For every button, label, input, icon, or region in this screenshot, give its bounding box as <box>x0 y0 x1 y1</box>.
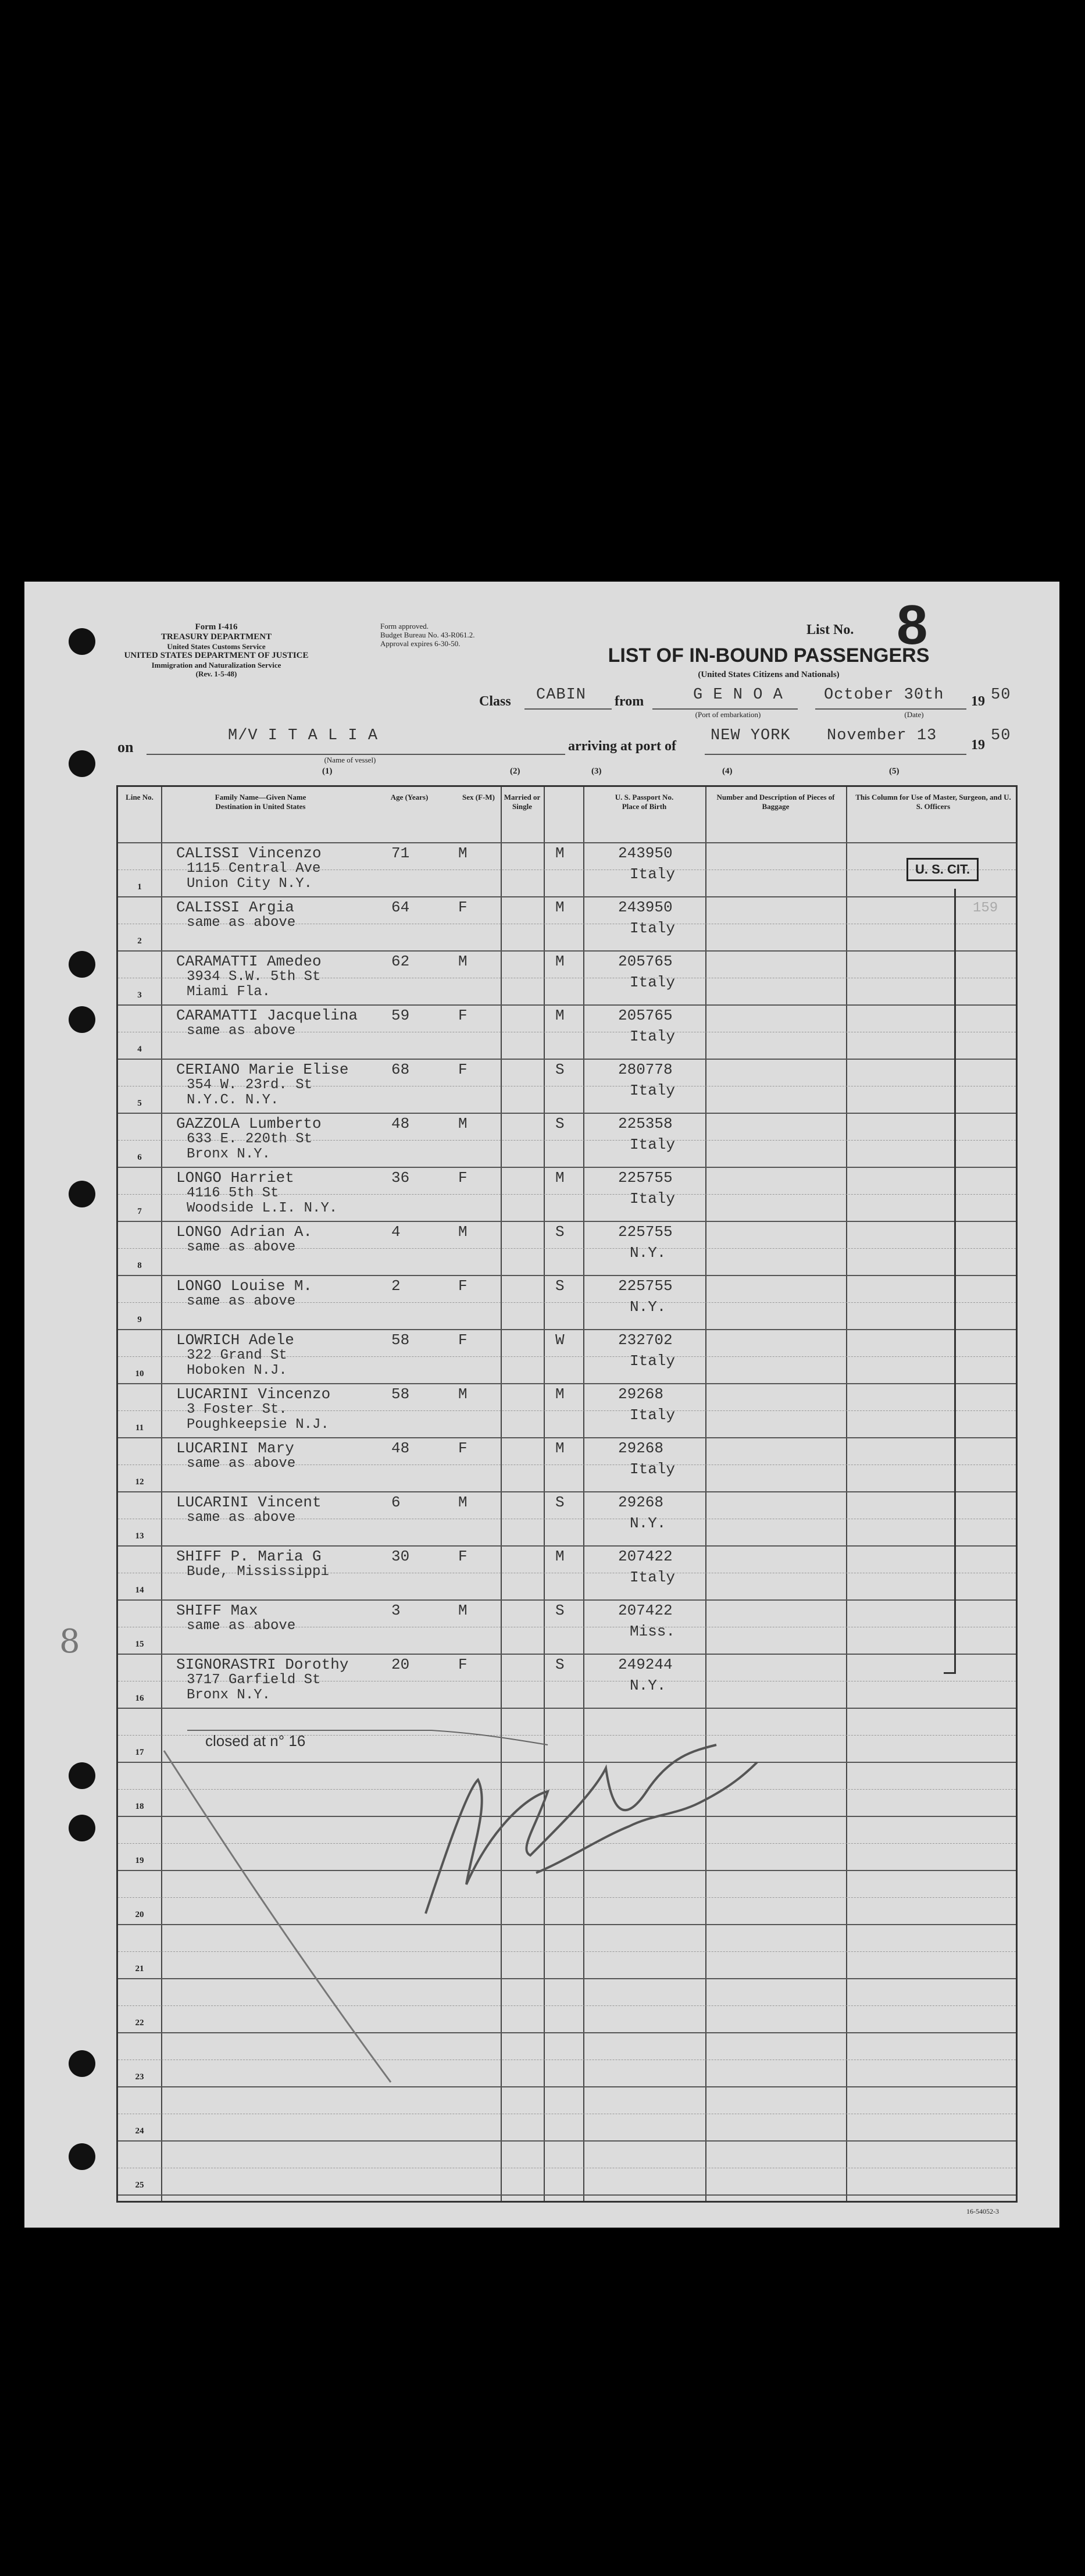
passenger-marital-status: S <box>555 1656 565 1673</box>
place-of-birth: N.Y. <box>630 1298 666 1316</box>
place-of-birth: Italy <box>630 974 676 991</box>
officer-bracket-foot <box>944 1672 955 1674</box>
arrival-port: NEW YORK <box>711 727 791 744</box>
line-number: 5 <box>137 1099 142 1108</box>
passenger-destination: 633 E. 220th St <box>187 1131 313 1147</box>
passenger-sex: M <box>458 1385 467 1403</box>
row-rule <box>118 1329 1016 1330</box>
passport-number: 243950 <box>618 899 673 916</box>
passport-number: 205765 <box>618 1007 673 1024</box>
embarkation-year: 50 <box>991 686 1011 704</box>
passport-number: 225755 <box>618 1169 673 1187</box>
passenger-destination: same as above <box>187 1023 296 1039</box>
line-number: 14 <box>135 1585 144 1595</box>
passenger-destination: Poughkeepsie N.J. <box>187 1417 329 1433</box>
line-number: 13 <box>135 1531 144 1541</box>
passenger-age: 4 <box>391 1223 401 1241</box>
col-divider <box>583 787 584 2201</box>
col-num-5: (5) <box>889 767 900 776</box>
line-number: 3 <box>137 991 142 1000</box>
passenger-name: CERIANO Marie Elise <box>176 1061 349 1078</box>
vessel-caption: (Name of vessel) <box>324 756 376 764</box>
row-rule <box>118 1059 1016 1060</box>
officer-bracket-line <box>954 889 956 1674</box>
passenger-sex: F <box>458 899 467 916</box>
us-citizen-stamp: U. S. CIT. <box>906 858 979 881</box>
passport-number: 225755 <box>618 1223 673 1241</box>
passenger-age: 62 <box>391 953 410 970</box>
line-number: 1 <box>137 882 142 892</box>
line-number: 9 <box>137 1315 142 1324</box>
passenger-name: CALISSI Vincenzo <box>176 845 322 862</box>
passenger-destination: 3934 S.W. 5th St <box>187 969 321 985</box>
passenger-marital-status: M <box>555 1440 565 1457</box>
passenger-age: 58 <box>391 1331 410 1349</box>
passenger-sex: F <box>458 1331 467 1349</box>
binder-hole <box>69 951 95 978</box>
passenger-destination: same as above <box>187 915 296 931</box>
line-number: 7 <box>137 1207 142 1216</box>
passenger-marital-status: M <box>555 845 565 862</box>
passenger-name: LUCARINI Mary <box>176 1440 294 1457</box>
margin-mark: 8 <box>59 1623 80 1661</box>
header-baggage: Number and Description of Pieces of Baggage <box>716 793 835 811</box>
row-rule <box>118 1113 1016 1114</box>
passenger-age: 36 <box>391 1169 410 1187</box>
arrival-date: November 13 <box>827 727 937 744</box>
passenger-name: LONGO Adrian A. <box>176 1223 313 1241</box>
passenger-sex: F <box>458 1656 467 1673</box>
passenger-name: GAZZOLA Lumberto <box>176 1115 322 1132</box>
agency-header <box>112 622 321 679</box>
header-line-no: Line No. <box>126 793 154 801</box>
passport-number: 249244 <box>618 1656 673 1673</box>
row-rule <box>118 1816 1016 1817</box>
from-label: from <box>615 694 644 709</box>
embarkation-port: G E N O A <box>693 686 783 704</box>
arrival-underline <box>705 754 966 755</box>
line-number: 18 <box>135 1802 144 1811</box>
header-passport: U. S. Passport No. Place of Birth <box>615 793 674 811</box>
passenger-marital-status: W <box>555 1331 565 1349</box>
row-rule <box>118 2140 1016 2142</box>
passport-number: 225755 <box>618 1277 673 1295</box>
col-num-1: (1) <box>322 767 333 776</box>
line-number: 23 <box>135 2072 144 2082</box>
budget-bureau: Budget Bureau No. 43-R061.2. <box>380 630 475 639</box>
passenger-age: 48 <box>391 1440 410 1457</box>
header-name: Family Name—Given Name Destination in United States <box>215 793 306 811</box>
passenger-name: LONGO Louise M. <box>176 1277 313 1295</box>
passenger-sex: M <box>458 1223 467 1241</box>
line-number: 15 <box>135 1640 144 1649</box>
col-divider <box>161 787 162 2201</box>
binder-hole <box>69 1006 95 1033</box>
passenger-destination: 3717 Garfield St <box>187 1672 321 1688</box>
place-of-birth: Miss. <box>630 1623 676 1640</box>
passenger-destination: 4116 5th St <box>187 1185 279 1201</box>
row-rule <box>118 1870 1016 1871</box>
col-divider <box>501 787 502 2201</box>
passenger-marital-status: M <box>555 899 565 916</box>
on-label: on <box>117 739 134 756</box>
passenger-sex: M <box>458 1602 467 1619</box>
passenger-destination: Miami Fla. <box>187 984 271 1000</box>
passenger-destination: 322 Grand St <box>187 1348 287 1363</box>
header-rule <box>118 842 1016 843</box>
passenger-age: 68 <box>391 1061 410 1078</box>
passenger-marital-status: M <box>555 1007 565 1024</box>
passenger-name: SHIFF P. Maria G <box>176 1548 322 1565</box>
passenger-destination: Bronx N.Y. <box>187 1687 271 1703</box>
year-prefix-2: 19 <box>971 737 985 753</box>
row-rule <box>118 1004 1016 1006</box>
embarkation-date: October 30th <box>824 686 944 704</box>
row-rule <box>118 2086 1016 2087</box>
passenger-table <box>116 785 1018 2203</box>
passenger-destination: same as above <box>187 1618 296 1634</box>
form-code: 16-54052-3 <box>966 2207 999 2215</box>
passenger-marital-status: S <box>555 1602 565 1619</box>
place-of-birth: Italy <box>630 1136 676 1153</box>
customs-service: United States Customs Service <box>167 642 266 651</box>
row-rule <box>118 1762 1016 1763</box>
passenger-name: LUCARINI Vincenzo <box>176 1385 331 1403</box>
justice-dept: UNITED STATES DEPARTMENT OF JUSTICE <box>124 651 309 661</box>
approval-block <box>380 622 531 649</box>
binder-hole <box>69 750 95 777</box>
row-rule <box>118 1545 1016 1547</box>
passenger-destination: Hoboken N.J. <box>187 1363 287 1378</box>
place-of-birth: Italy <box>630 1352 676 1370</box>
row-rule <box>118 1221 1016 1222</box>
form-title: LIST OF IN-BOUND PASSENGERS <box>608 644 930 667</box>
passenger-marital-status: S <box>555 1223 565 1241</box>
line-number: 4 <box>137 1045 142 1054</box>
passenger-destination: 1115 Central Ave <box>187 861 321 877</box>
passport-number: 205765 <box>618 953 673 970</box>
header-married: Married or Single <box>504 793 541 811</box>
passport-number: 29268 <box>618 1440 664 1457</box>
passenger-marital-status: S <box>555 1115 565 1132</box>
row-rule <box>118 1167 1016 1168</box>
line-number: 20 <box>135 1910 144 1919</box>
col-divider <box>846 787 847 2201</box>
passenger-destination: 354 W. 23rd. St <box>187 1077 313 1093</box>
row-rule <box>118 1708 1016 1709</box>
binder-hole <box>69 1181 95 1207</box>
line-number: 25 <box>135 2180 144 2190</box>
place-of-birth: Italy <box>630 1406 676 1424</box>
approval-expires: Approval expires 6-30-50. <box>380 639 461 648</box>
place-of-birth: Italy <box>630 1569 676 1586</box>
passenger-name: CARAMATTI Amedeo <box>176 953 322 970</box>
line-number: 6 <box>137 1153 142 1162</box>
passport-number: 207422 <box>618 1602 673 1619</box>
year-prefix-1: 19 <box>971 694 985 709</box>
passenger-age: 58 <box>391 1385 410 1403</box>
row-rule <box>118 896 1016 897</box>
passenger-sex: F <box>458 1169 467 1187</box>
passport-number: 29268 <box>618 1494 664 1511</box>
passenger-destination: same as above <box>187 1294 296 1309</box>
row-rule <box>118 1978 1016 1979</box>
passenger-sex: F <box>458 1007 467 1024</box>
passport-number: 232702 <box>618 1331 673 1349</box>
passenger-destination: same as above <box>187 1239 296 1255</box>
vessel-underline <box>147 754 565 755</box>
row-rule <box>118 1599 1016 1601</box>
treasury-dept: TREASURY DEPARTMENT <box>160 632 272 642</box>
place-of-birth: Italy <box>630 1028 676 1045</box>
passenger-age: 59 <box>391 1007 410 1024</box>
passenger-marital-status: S <box>555 1277 565 1295</box>
arrival-year: 50 <box>991 727 1011 744</box>
row-rule <box>118 2194 1016 2196</box>
place-of-birth: Italy <box>630 865 676 883</box>
date-caption: (Date) <box>904 710 924 719</box>
passenger-sex: F <box>458 1440 467 1457</box>
row-rule <box>118 950 1016 952</box>
passenger-destination: 3 Foster St. <box>187 1402 287 1417</box>
row-midline <box>118 2005 1016 2006</box>
form-number: Form I-416 <box>195 622 238 632</box>
line-number: 8 <box>137 1261 142 1270</box>
class-value: CABIN <box>536 686 587 704</box>
row-midline <box>118 1897 1016 1898</box>
arriving-label: arriving at port of <box>568 739 676 754</box>
passenger-age: 20 <box>391 1656 410 1673</box>
vessel-name: M/V I T A L I A <box>228 727 379 744</box>
place-of-birth: Italy <box>630 1460 676 1478</box>
passenger-marital-status: M <box>555 1169 565 1187</box>
passenger-name: LUCARINI Vincent <box>176 1494 322 1511</box>
immigration-service: Immigration and Naturalization Service <box>151 660 281 669</box>
binder-hole <box>69 1815 95 1841</box>
passenger-marital-status: M <box>555 1385 565 1403</box>
form-subtitle: (United States Citizens and Nationals) <box>698 670 840 679</box>
place-of-birth: Italy <box>630 1082 676 1099</box>
date-underline <box>815 708 966 710</box>
passenger-destination: Bude, Mississippi <box>187 1564 329 1580</box>
row-rule <box>118 1383 1016 1384</box>
passenger-marital-status: M <box>555 953 565 970</box>
line-number: 16 <box>135 1694 144 1703</box>
passenger-destination: Bronx N.Y. <box>187 1146 271 1162</box>
place-of-birth: Italy <box>630 1190 676 1207</box>
place-of-birth: N.Y. <box>630 1677 666 1694</box>
passenger-age: 6 <box>391 1494 401 1511</box>
line-number: 17 <box>135 1748 144 1757</box>
officer-mark: 159 <box>973 900 998 916</box>
passenger-age: 48 <box>391 1115 410 1132</box>
passenger-sex: M <box>458 845 467 862</box>
passenger-age: 2 <box>391 1277 401 1295</box>
passenger-marital-status: S <box>555 1494 565 1511</box>
passenger-name: CALISSI Argia <box>176 899 294 916</box>
row-rule <box>118 1491 1016 1492</box>
list-no-value: 8 <box>897 594 928 656</box>
binder-hole <box>69 2143 95 2170</box>
row-rule <box>118 1275 1016 1276</box>
row-midline <box>118 1843 1016 1844</box>
col-num-3: (3) <box>591 767 602 776</box>
row-midline <box>118 1789 1016 1790</box>
header-sex: Sex (F-M) <box>462 793 495 801</box>
passenger-name: CARAMATTI Jacquelina <box>176 1007 358 1024</box>
col-divider <box>544 787 545 2201</box>
passenger-name: LONGO Harriet <box>176 1169 294 1187</box>
passenger-sex: F <box>458 1548 467 1565</box>
list-no-label: List No. <box>806 622 854 637</box>
row-midline <box>118 1951 1016 1952</box>
passenger-sex: M <box>458 1115 467 1132</box>
line-number: 21 <box>135 1964 144 1973</box>
row-rule <box>118 2032 1016 2033</box>
place-of-birth: N.Y. <box>630 1515 666 1532</box>
line-number: 10 <box>135 1369 144 1378</box>
col-num-2: (2) <box>510 767 520 776</box>
passenger-name: LOWRICH Adele <box>176 1331 294 1349</box>
passenger-marital-status: S <box>555 1061 565 1078</box>
place-of-birth: Italy <box>630 920 676 937</box>
class-label: Class <box>479 694 511 709</box>
row-rule <box>118 1437 1016 1438</box>
place-of-birth: N.Y. <box>630 1244 666 1262</box>
line-number: 2 <box>137 936 142 946</box>
passport-number: 243950 <box>618 845 673 862</box>
passenger-destination: same as above <box>187 1510 296 1526</box>
passenger-age: 64 <box>391 899 410 916</box>
col-num-4: (4) <box>722 767 733 776</box>
line-number: 19 <box>135 1856 144 1865</box>
embark-caption: (Port of embarkation) <box>695 710 761 719</box>
manifest-sheet <box>24 582 1059 2228</box>
binder-hole <box>69 2050 95 2077</box>
passenger-age: 3 <box>391 1602 401 1619</box>
passenger-sex: M <box>458 953 467 970</box>
binder-hole <box>69 628 95 655</box>
passport-number: 225358 <box>618 1115 673 1132</box>
passenger-destination: Woodside L.I. N.Y. <box>187 1200 338 1216</box>
header-officers: This Column for Use of Master, Surgeon, and U. S. Officers <box>855 793 1011 811</box>
passenger-age: 30 <box>391 1548 410 1565</box>
passport-number: 280778 <box>618 1061 673 1078</box>
passenger-marital-status: M <box>555 1548 565 1565</box>
row-rule <box>118 1924 1016 1925</box>
passenger-sex: M <box>458 1494 467 1511</box>
passenger-sex: F <box>458 1061 467 1078</box>
from-underline <box>652 708 798 710</box>
line-number: 22 <box>135 2018 144 2028</box>
passport-number: 207422 <box>618 1548 673 1565</box>
form-revision: (Rev. 1-5-48) <box>195 669 237 678</box>
line-number: 11 <box>135 1423 144 1433</box>
closed-note: closed at n° 16 <box>205 1732 306 1750</box>
col-divider <box>705 787 706 2201</box>
passport-number: 29268 <box>618 1385 664 1403</box>
passenger-name: SIGNORASTRI Dorothy <box>176 1656 349 1673</box>
line-number: 12 <box>135 1477 144 1487</box>
line-number: 24 <box>135 2126 144 2136</box>
binder-hole <box>69 1762 95 1789</box>
passenger-destination: same as above <box>187 1456 296 1472</box>
passenger-destination: Union City N.Y. <box>187 876 313 892</box>
passenger-sex: F <box>458 1277 467 1295</box>
header-age: Age (Years) <box>390 793 429 801</box>
class-underline <box>524 708 612 710</box>
passenger-destination: N.Y.C. N.Y. <box>187 1092 279 1108</box>
row-rule <box>118 1654 1016 1655</box>
form-approved: Form approved. <box>380 622 429 630</box>
passenger-name: SHIFF Max <box>176 1602 258 1619</box>
passenger-age: 71 <box>391 845 410 862</box>
